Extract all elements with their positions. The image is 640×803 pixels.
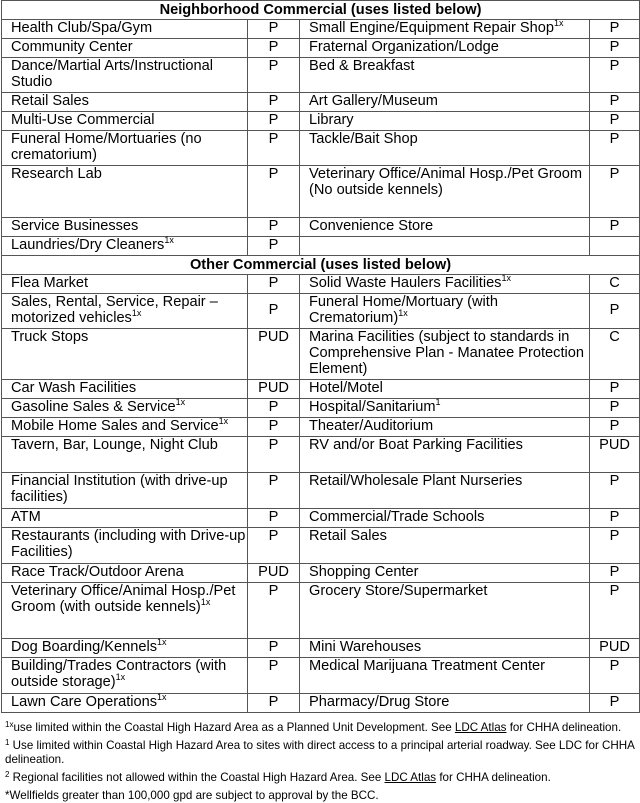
table-row [2,473,640,509]
footnote-marker: 2 [5,770,10,779]
use-footnote-marker: 1x [164,235,174,245]
use-name-cell [300,131,590,166]
use-name: Research Lab [11,166,102,182]
use-name: Community Center [11,39,133,55]
use-name: Race Track/Outdoor Arena [11,564,184,580]
use-permission-code: P [248,39,300,58]
use-permission-code: P [248,509,300,528]
table-row [2,658,640,694]
use-permission-code: P [248,639,300,658]
use-permission-code: P [248,583,300,639]
table-row [2,218,640,237]
footnote [5,721,635,735]
table-row [2,528,640,564]
use-name-cell [300,528,590,564]
use-permission-code: PUD [248,329,300,380]
use-permission-code: P [590,166,640,218]
use-permission-code: P [590,399,640,418]
table-row [2,93,640,112]
use-name-cell [2,20,248,39]
use-permission-code: P [590,112,640,131]
use-permission-code: P [590,20,640,39]
use-permission-code: P [248,58,300,93]
use-name: Financial Institution (with drive-up facilities) [11,473,228,505]
use-name: Retail Sales [11,93,89,109]
use-name: Pharmacy/Drug Store [309,694,450,710]
zoning-uses-table [1,0,640,713]
table-row [2,564,640,583]
table-row [2,58,640,93]
table-row [2,694,640,713]
use-name-cell [300,658,590,694]
use-permission-code: P [590,528,640,564]
use-name-cell [2,380,248,399]
table-row [2,237,640,256]
footnote-text: for CHHA delineation. [436,771,551,784]
use-name: Veterinary Office/Animal Hosp./Pet Groom (No outside kennels) [309,166,583,198]
use-name: ATM [11,509,41,525]
use-name: Mobile Home Sales and Service [11,418,219,434]
use-name-cell [2,237,248,256]
use-name: Tavern, Bar, Lounge, Night Club [11,437,218,453]
use-name: Restaurants (including with Drive-up Facilities) [11,528,246,560]
other-section-title: Other Commercial (uses listed below) [2,256,640,275]
footnote-marker: 1 [5,738,10,747]
use-permission-code: P [248,658,300,694]
use-footnote-marker: 1x [157,692,167,702]
use-name: Hospital/Sanitarium [309,399,436,415]
use-name-cell [2,58,248,93]
use-name-cell [300,218,590,237]
use-name: Bed & Breakfast [309,58,415,74]
use-footnote-marker: 1 [435,397,441,407]
table-row [2,380,640,399]
use-permission-code: P [248,418,300,437]
use-name: RV and/or Boat Parking Facilities [309,437,523,453]
use-name: Marina Facilities (subject to standards in Comprehensive Plan - Manatee Protection Element) [309,329,584,377]
use-name-cell [2,166,248,218]
use-name-cell [300,380,590,399]
footnote-text: Regional facilities not allowed within the Coastal High Hazard Area. See [9,771,385,784]
use-name-cell [300,39,590,58]
table-row [2,639,640,658]
use-name: Hotel/Motel [309,380,383,396]
use-name: Convenience Store [309,218,434,234]
use-permission-code: P [590,93,640,112]
use-footnote-marker: 1x [200,597,211,607]
use-name: Mini Warehouses [309,639,422,655]
use-name-cell [300,399,590,418]
use-name-cell [2,564,248,583]
use-name: Theater/Auditorium [309,418,434,434]
use-permission-code: PUD [248,380,300,399]
use-name-cell [2,131,248,166]
use-permission-code: P [590,218,640,237]
use-name: Truck Stops [11,329,89,345]
table-row [2,583,640,639]
use-name-cell [300,237,590,256]
use-footnote-marker: 1x [115,672,126,682]
use-name-cell [300,93,590,112]
use-name: Commercial/Trade Schools [309,509,485,525]
use-permission-code: P [590,658,640,694]
use-name-cell [2,658,248,694]
use-name-cell [300,294,590,329]
use-footnote-marker: 1x [175,397,186,407]
use-name: Flea Market [11,275,89,291]
use-name-cell [300,20,590,39]
use-name-cell [2,639,248,658]
use-name-cell [2,528,248,564]
use-name: Dog Boarding/Kennels [11,639,158,655]
use-name: Multi-Use Commercial [11,112,155,128]
use-name: Library [309,112,354,128]
use-name: Solid Waste Haulers Facilities [309,275,502,291]
use-name-cell [300,112,590,131]
use-permission-code: P [248,237,300,256]
use-permission-code: P [248,473,300,509]
use-name: Veterinary Office/Animal Hosp./Pet Groom (with outside kennels) [11,583,236,615]
use-name-cell [300,329,590,380]
use-permission-code: P [590,58,640,93]
use-name: Lawn Care Operations [11,694,158,710]
footnote [5,789,635,803]
use-permission-code: P [248,437,300,473]
use-name-cell [300,473,590,509]
use-permission-code: P [590,583,640,639]
footnote-text: for CHHA delineation. [506,721,622,734]
use-name-cell [2,418,248,437]
use-name: Gasoline Sales & Service [11,399,176,415]
use-permission-code: P [248,166,300,218]
use-permission-code: P [248,112,300,131]
use-name: Dance/Martial Arts/Instructional Studio [11,58,213,90]
use-name: Shopping Center [309,564,419,580]
use-name: Health Club/Spa/Gym [11,20,153,36]
use-name-cell [300,583,590,639]
neighborhood-section-header [2,1,640,20]
use-footnote-marker: 1x [398,308,408,318]
neighborhood-section-title: Neighborhood Commercial (uses listed below) [2,1,640,20]
ldc-atlas-link[interactable]: LDC Atlas [454,721,507,734]
use-permission-code: P [248,694,300,713]
use-name-cell [2,275,248,294]
use-permission-code: PUD [590,437,640,473]
use-permission-code: P [590,473,640,509]
table-row [2,509,640,528]
use-name-cell [300,275,590,294]
use-permission-code: P [590,509,640,528]
use-footnote-marker: 1x [157,637,167,647]
use-name-cell [2,437,248,473]
use-permission-code: P [248,275,300,294]
use-footnote-marker: 1x [554,18,564,28]
use-name: Retail Sales [309,528,387,544]
use-name: Funeral Home/Mortuary (with Crematorium) [309,294,498,326]
use-name-cell [2,329,248,380]
use-name: Fraternal Organization/Lodge [309,39,499,55]
use-name: Sales, Rental, Service, Repair – motorized vehicles [11,294,218,326]
use-name-cell [300,639,590,658]
use-name-cell [2,294,248,329]
footnote-text: Use limited within Coastal High Hazard Area to sites with direct access to a principal arterial roadway. See LDC for CHHA delineation. [5,739,635,766]
table-row [2,275,640,294]
use-name: Small Engine/Equipment Repair Shop [309,20,554,36]
table-row [2,329,640,380]
use-permission-code: P [248,93,300,112]
use-name: Car Wash Facilities [11,380,137,396]
footnote [5,739,635,767]
use-permission-code: P [590,418,640,437]
use-permission-code: P [590,131,640,166]
use-name: Funeral Home/Mortuaries (no crematorium) [11,131,202,163]
use-permission-code: P [248,20,300,39]
other-section-header [2,256,640,275]
table-row [2,418,640,437]
footnote-text: *Wellfields greater than 100,000 gpd are subject to approval by the BCC. [5,789,379,802]
use-footnote-marker: 1x [218,416,229,426]
use-name-cell [300,437,590,473]
use-name: Laundries/Dry Cleaners [11,237,165,253]
footnote-marker: 1x [5,720,14,729]
use-permission-code: C [590,329,640,380]
table-row [2,39,640,58]
use-name-cell [300,166,590,218]
footnotes [1,713,639,803]
use-footnote-marker: 1x [501,273,511,283]
use-permission-code: P [248,294,300,329]
use-permission-code: P [248,131,300,166]
use-permission-code: P [590,39,640,58]
use-name-cell [2,218,248,237]
table-row [2,399,640,418]
use-name-cell [2,112,248,131]
use-name-cell [300,694,590,713]
use-permission-code: P [590,694,640,713]
table-row [2,112,640,131]
zoning-uses-table-body [2,1,640,713]
use-permission-code: P [248,399,300,418]
use-name-cell [2,694,248,713]
use-permission-code [590,237,640,256]
use-name-cell [300,509,590,528]
use-permission-code: P [590,380,640,399]
use-name-cell [300,58,590,93]
use-permission-code: P [248,528,300,564]
use-name-cell [2,583,248,639]
table-row [2,20,640,39]
use-permission-code: P [590,564,640,583]
table-row [2,437,640,473]
ldc-atlas-link[interactable]: LDC Atlas [384,771,437,784]
use-name: Medical Marijuana Treatment Center [309,658,546,674]
use-name-cell [2,473,248,509]
use-name: Art Gallery/Museum [309,93,438,109]
use-permission-code: C [590,275,640,294]
table-row [2,294,640,329]
use-name: Service Businesses [11,218,139,234]
table-row [2,131,640,166]
use-name: Retail/Wholesale Plant Nurseries [309,473,523,489]
use-name-cell [2,509,248,528]
footnote-text: use limited within the Coastal High Hazard Area as a Planned Unit Development. See [13,721,455,734]
use-name: Grocery Store/Supermarket [309,583,488,599]
use-footnote-marker: 1x [131,308,142,318]
use-permission-code: P [590,294,640,329]
use-name-cell [2,93,248,112]
use-permission-code: PUD [590,639,640,658]
table-row [2,166,640,218]
use-name: Tackle/Bait Shop [309,131,418,147]
footnote [5,771,635,785]
use-name-cell [300,418,590,437]
use-name-cell [2,399,248,418]
use-permission-code: PUD [248,564,300,583]
use-name: Building/Trades Contractors (with outside storage) [11,658,227,690]
use-permission-code: P [248,218,300,237]
use-name-cell [2,39,248,58]
use-name-cell [300,564,590,583]
